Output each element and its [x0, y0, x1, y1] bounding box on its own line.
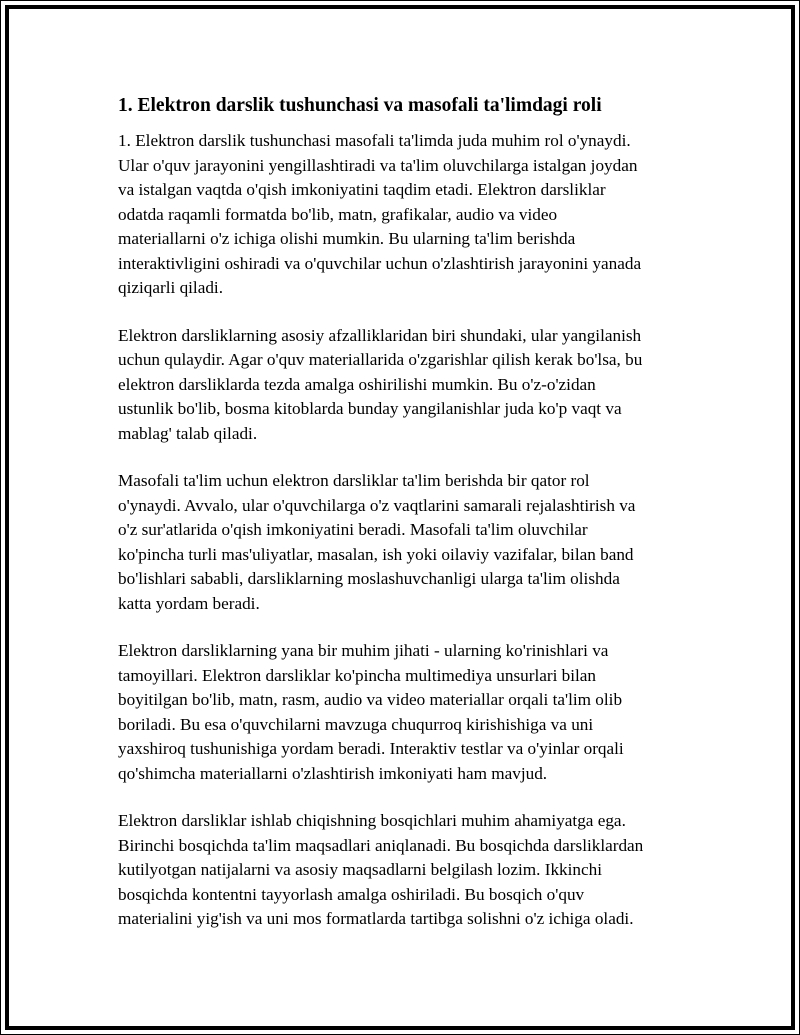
paragraph-line: va istalgan vaqtda o'qish imkoniyatini taqdim etadi. Elektron darsliklar	[118, 180, 606, 199]
paragraph	[118, 324, 694, 447]
paragraph-line: o'ynaydi. Avvalo, ular o'quvchilarga o'z vaqtlarini samarali rejalashtirish va	[118, 495, 636, 515]
paragraph-line: yaxshiroq tushunishiga yordam beradi. Interaktiv testlar va o'yinlar orqali	[118, 739, 624, 758]
paragraph-line: interaktivligini oshiradi va o'quvchilar uchun o'zlashtirish jarayonini yanada	[118, 253, 642, 273]
paragraph-line: uchun qulaydir. Agar o'quv materiallarida o'zgarishlar qilish kerak bo'lsa, bu	[118, 350, 643, 369]
paragraph-line: qiziqarli qiladi.	[118, 278, 224, 297]
paragraph-line: tamoyillari. Elektron darsliklar ko'pincha multimediya unsurlari bilan	[118, 665, 597, 685]
paragraph-line: Elektron darsliklarning yana bir muhim jihati - ularning ko'rinishlari va	[118, 641, 609, 660]
paragraph-line: qo'shimcha materiallarni o'zlashtirish imkoniyati ham mavjud.	[118, 763, 548, 783]
paragraph-line: katta yordam beradi.	[118, 593, 260, 613]
paragraph	[118, 809, 694, 932]
paragraph-line: ustunlik bo'lib, bosma kitoblarda bunday yangilanishlar juda ko'p vaqt va	[118, 399, 622, 418]
paragraph-line: Masofali ta'lim uchun elektron darsliklar ta'lim berishda bir qator rol	[118, 471, 590, 490]
paragraph-line: Elektron darsliklarning asosiy afzalliklaridan biri shundaki, ular yangilanish	[118, 325, 642, 345]
paragraph	[118, 639, 694, 786]
paragraph-line: boyitilgan bo'lib, matn, rasm, audio va video materiallar orqali ta'lim olib	[118, 690, 623, 709]
paragraph-line: Ular o'quv jarayonini yengillashtiradi va ta'lim oluvchilarga istalgan joydan	[118, 155, 638, 175]
paragraph-line: o'z sur'atlarida o'qish imkoniyatini beradi. Masofali ta'lim oluvchilar	[118, 520, 588, 539]
paragraph-line: boriladi. Bu esa o'quvchilarni mavzuga chuqurroq kirishishiga va uni	[118, 714, 594, 734]
document-body	[118, 93, 694, 955]
paragraph	[118, 129, 694, 301]
paragraph-line: bo'lishlari sababli, darsliklarning moslashuvchanligi ularga ta'lim olishda	[118, 569, 620, 588]
section-heading: 1. Elektron darslik tushunchasi va masofali ta'limdagi roli	[118, 95, 602, 116]
paragraph-line: 1. Elektron darslik tushunchasi masofali ta'limda juda muhim rol o'ynaydi.	[118, 131, 631, 150]
paragraph-list	[118, 129, 694, 932]
paragraph-line: ko'pincha turli mas'uliyatlar, masalan, ish yoki oilaviy vazifalar, bilan band	[118, 544, 634, 564]
paragraph	[118, 469, 694, 616]
paragraph-line: kutilyotgan natijalarni va asosiy maqsadlarni belgilash lozim. Ikkinchi	[118, 860, 603, 879]
paragraph-line: odatda raqamli formatda bo'lib, matn, grafikalar, audio va video	[118, 204, 558, 224]
paragraph-line: Birinchi bosqichda ta'lim maqsadlari aniqlanadi. Bu bosqichda darsliklardan	[118, 835, 644, 855]
paragraph-line: bosqichda kontentni tayyorlash amalga oshiriladi. Bu bosqich o'quv	[118, 884, 585, 904]
paragraph-line: materialini yig'ish va uni mos formatlarda tartibga solishni o'z ichiga oladi.	[118, 909, 634, 928]
paragraph-line: materiallarni o'z ichiga olishi mumkin. Bu ularning ta'lim berishda	[118, 229, 576, 248]
paragraph-line: mablag' talab qiladi.	[118, 423, 258, 443]
paragraph-line: Elektron darsliklar ishlab chiqishning bosqichlari muhim ahamiyatga ega.	[118, 811, 626, 830]
paragraph-line: elektron darsliklarda tezda amalga oshirilishi mumkin. Bu o'z-o'zidan	[118, 374, 596, 394]
